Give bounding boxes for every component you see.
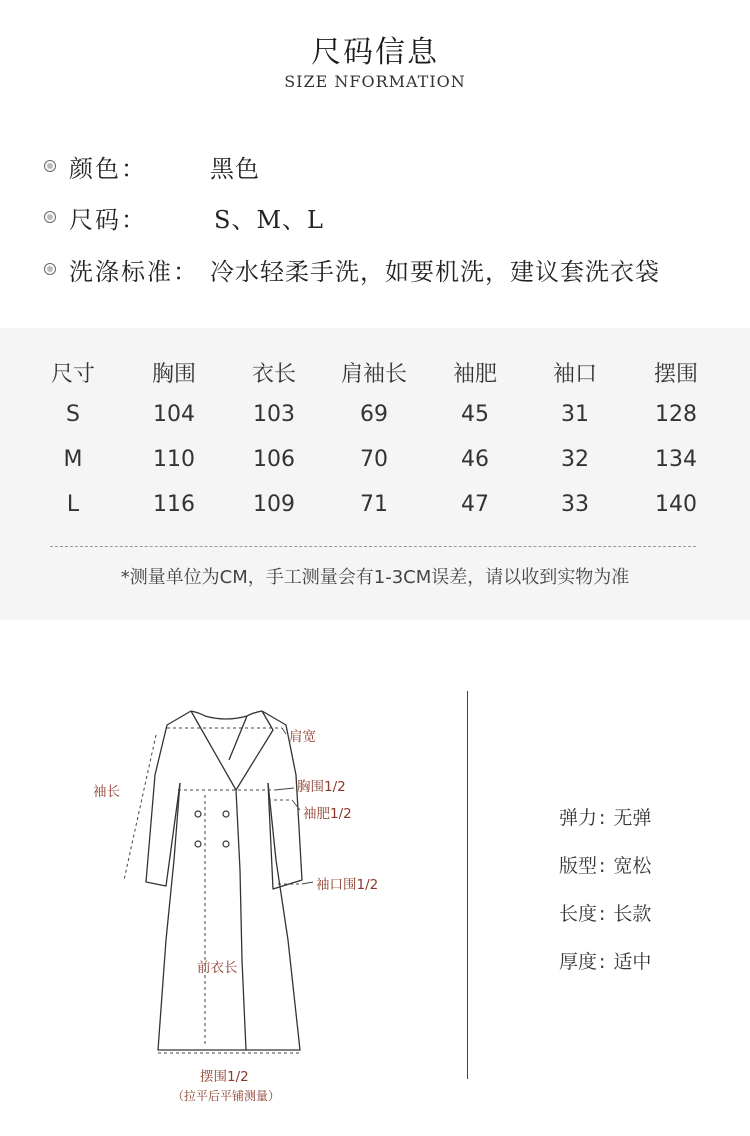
info-label: 洗涤标准： xyxy=(69,257,199,286)
size-table-panel xyxy=(0,328,750,620)
label-hem: 摆围1/2 xyxy=(200,1069,249,1085)
coat-collar xyxy=(191,711,262,719)
table-cell: 110 xyxy=(153,447,195,472)
table-cell: 109 xyxy=(253,492,295,517)
coat-outline xyxy=(146,711,302,1050)
table-cell: L xyxy=(66,492,80,517)
leader-line xyxy=(275,788,294,790)
table-cell: 106 xyxy=(253,447,295,472)
coat-lapel xyxy=(191,711,273,790)
table-cell: 33 xyxy=(561,492,589,517)
leader-line xyxy=(302,882,313,884)
table-cell: S xyxy=(66,402,80,427)
info-value: 冷水轻柔手洗，如要机洗，建议套洗衣袋 xyxy=(210,257,660,286)
page-subtitle: SIZE NFORMATION xyxy=(284,72,466,91)
spec-label: 厚度 xyxy=(559,951,598,973)
info-size-row xyxy=(44,201,324,234)
coat-button xyxy=(195,811,201,817)
table-header-cell: 肩袖长 xyxy=(340,362,407,387)
label-front-length: 前衣长 xyxy=(197,960,238,976)
bullet-icon xyxy=(44,211,56,223)
measurement-guides xyxy=(124,728,302,1053)
coat-button xyxy=(223,841,229,847)
coat-body xyxy=(158,783,300,1050)
info-label: 尺码： xyxy=(69,205,147,234)
coat-buttons xyxy=(195,811,229,847)
table-cell: 46 xyxy=(461,447,489,472)
spec-value: 长款 xyxy=(613,903,652,925)
table-cell: 134 xyxy=(655,447,697,472)
table-header-cell: 胸围 xyxy=(151,362,196,387)
coat-inner-lapel xyxy=(229,716,247,760)
info-label: 颜色： xyxy=(69,154,147,183)
label-sleeve-width: 袖肥1/2 xyxy=(303,806,352,822)
table-cell: 140 xyxy=(655,492,697,517)
left-sleeve xyxy=(146,711,191,886)
spec-label: 版型 xyxy=(559,855,598,877)
label-chest: 胸围1/2 xyxy=(297,779,346,795)
table-cell: 32 xyxy=(561,447,589,472)
table-header-cell: 袖口 xyxy=(552,362,597,387)
coat-placket xyxy=(236,790,246,1050)
table-cell: 31 xyxy=(561,402,589,427)
table-cell: 104 xyxy=(153,402,195,427)
bullet-icon xyxy=(44,160,56,172)
table-header-cell: 摆围 xyxy=(653,362,698,387)
bullet-icon xyxy=(44,263,56,275)
table-header-cell: 衣长 xyxy=(251,362,296,387)
spec-elasticity: 弹力 : 无弹 xyxy=(559,807,652,829)
table-cell: 47 xyxy=(461,492,489,517)
info-value: 黑色 xyxy=(210,154,260,183)
table-cell: 71 xyxy=(360,492,388,517)
leader-line xyxy=(292,800,300,810)
label-hem-note: （拉平后平铺测量） xyxy=(172,1089,281,1103)
spec-value: 宽松 xyxy=(613,855,652,877)
table-cell: 116 xyxy=(153,492,195,517)
spec-label: 长度 xyxy=(559,903,598,925)
table-cell: 45 xyxy=(461,402,489,427)
sleeve-length-line xyxy=(124,735,156,880)
dashed-divider xyxy=(50,546,696,547)
spec-length: 长度 : 长款 xyxy=(559,903,652,925)
table-header-cell: 尺寸 xyxy=(50,362,95,387)
table-header-cell: 袖肥 xyxy=(452,362,497,387)
info-color-row xyxy=(44,150,260,183)
vertical-divider xyxy=(467,691,468,1079)
coat-button xyxy=(223,811,229,817)
label-sleeve-length: 袖长 xyxy=(93,784,120,800)
spec-value: 无弹 xyxy=(613,807,652,829)
table-cell: 103 xyxy=(253,402,295,427)
table-cell: M xyxy=(63,447,83,472)
spec-label: 弹力 xyxy=(559,807,598,829)
table-cell: 69 xyxy=(360,402,388,427)
table-cell: 128 xyxy=(655,402,697,427)
spec-thickness: 厚度 : 适中 xyxy=(559,951,652,973)
spec-fit: 版型 : 宽松 xyxy=(559,855,652,877)
label-cuff: 袖口围1/2 xyxy=(316,877,379,893)
info-wash-row xyxy=(44,253,660,286)
spec-value: 适中 xyxy=(613,951,652,973)
info-value: S、M、L xyxy=(214,205,324,234)
leader-line xyxy=(282,728,286,734)
page-title: 尺码信息 xyxy=(311,35,439,70)
measurement-note: *测量单位为CM，手工测量会有1-3CM误差，请以收到实物为准 xyxy=(120,567,630,588)
table-cell: 70 xyxy=(360,447,388,472)
coat-button xyxy=(195,841,201,847)
coat-measurement-diagram xyxy=(0,660,460,1136)
label-shoulder: 肩宽 xyxy=(289,729,316,745)
